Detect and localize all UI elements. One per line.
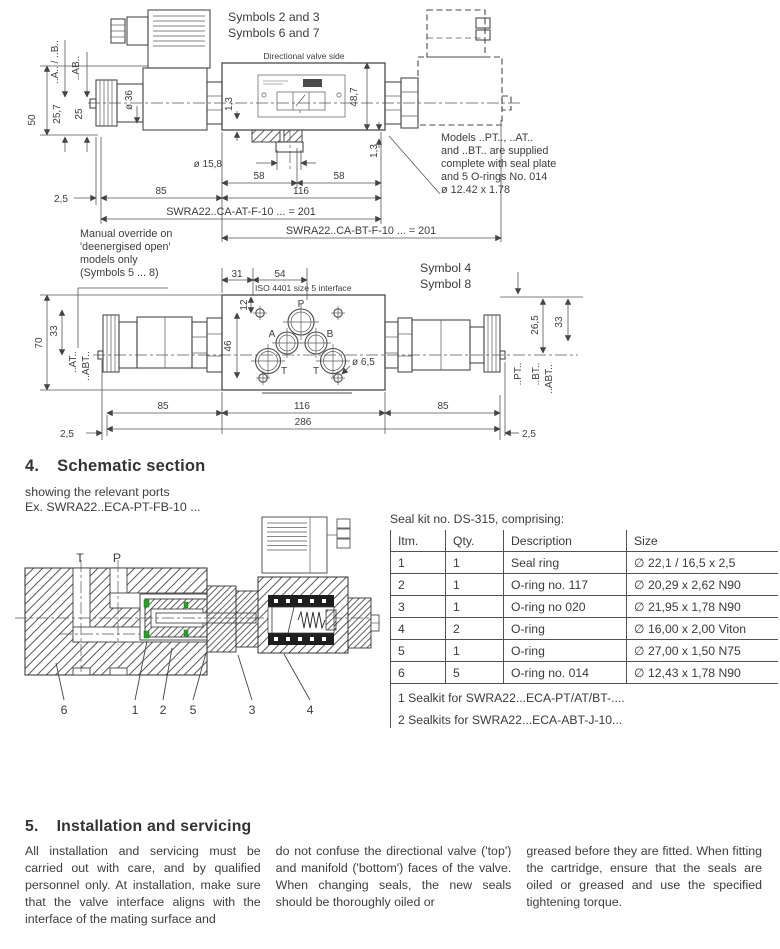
section4-heading [25, 457, 205, 476]
f1-connector [111, 10, 210, 68]
seal-kit-table [391, 530, 778, 684]
f1-label-a-b: ..A.. / ..B.. [50, 40, 61, 84]
table-row [391, 618, 778, 640]
f2-title-line2: Symbol 8 [420, 277, 472, 291]
seal-green [184, 630, 188, 636]
xsec-port-t: T [76, 551, 84, 565]
cell-size: ∅ 12,43 x 1,78 N90 [627, 662, 779, 684]
f2-dim-33-left: 33 [49, 325, 60, 337]
figure-dimensional-drawings [0, 0, 780, 455]
section5-heading [25, 818, 251, 836]
callout-6: 6 [60, 703, 68, 717]
f1-dim-25-7: 25,7 [52, 104, 63, 124]
seal-kit-block [390, 512, 778, 728]
col-header-size: Size [627, 530, 779, 552]
cell-qty: 1 [446, 574, 504, 596]
section5-columns [25, 843, 762, 928]
col-header-desc: Description [504, 530, 627, 552]
callout-4: 4 [306, 703, 314, 717]
note-leader [389, 136, 440, 194]
f2-dim-33-right: 33 [554, 316, 565, 328]
section5-number: 5. [25, 818, 39, 835]
f2-port-t2: T [312, 366, 320, 377]
f2-dim-46: 46 [223, 340, 234, 352]
f2-dim-6-5: ø 6,5 [352, 357, 375, 368]
override-note-line4: (Symbols 5 ... 8) [80, 267, 159, 279]
f1-dim-o15-8: ø 15,8 [193, 159, 222, 170]
f2-label-abt-left: ..ABT.. [81, 351, 92, 381]
f2-port-p: P [297, 299, 305, 310]
xsec-port-p: P [112, 551, 122, 565]
solenoid-cross-section [258, 577, 379, 653]
f1-valve-body [222, 63, 385, 130]
override-note-line2: 'deenergised open' [80, 241, 171, 253]
f1-swra-bt-label: SWRA22..CA-BT-F-10 ... = 201 [285, 225, 437, 237]
f2-dim-70: 70 [34, 337, 45, 349]
table-header-row [391, 530, 778, 552]
cell-desc: O-ring no. 117 [504, 574, 627, 596]
cell-itm: 1 [391, 552, 446, 574]
cell-size: ∅ 22,1 / 16,5 x 2,5 [627, 552, 779, 574]
cell-itm: 5 [391, 640, 446, 662]
section5-column-1: All installation and servicing must be carried out with care, and by qualified personnel only. At installation, make sure that the valve interface aligns with the interface of the mating surface and [25, 844, 261, 926]
cell-desc: Seal ring [504, 552, 627, 574]
f2-dim-85-left: 85 [157, 401, 169, 412]
f2-left-solenoid [98, 315, 222, 372]
f1-models-note [441, 132, 556, 196]
col-header-itm: Itm. [391, 530, 446, 552]
hydraulic-symbol [277, 92, 325, 113]
f1-override-note [78, 228, 172, 348]
table-row [391, 596, 778, 618]
f1-swra-at-label: SWRA22..CA-AT-F-10 ... = 201 [166, 206, 316, 218]
cell-desc: O-ring no. 014 [504, 662, 627, 684]
f1-dim-o36: ø 36 [124, 89, 135, 111]
table-row [391, 552, 778, 574]
models-note-line1: Models ..PT.., ..AT.. [441, 132, 534, 144]
f2-iso-label: ISO 4401 size 5 interface [255, 283, 352, 293]
models-note-line2: and ..BT.. are supplied [441, 145, 549, 157]
seal-green [144, 600, 149, 607]
f2-dim-12: 12 [239, 299, 250, 311]
f1-dim-48-7: 48,7 [349, 87, 360, 107]
f1-dim-58-b: 58 [333, 171, 345, 182]
cell-itm: 4 [391, 618, 446, 640]
f2-port-a: A [268, 329, 276, 340]
f1-dim-58-a: 58 [253, 171, 265, 182]
f1-dim-50: 50 [27, 114, 38, 126]
callout-3: 3 [248, 703, 256, 717]
f1-left-solenoid [90, 68, 222, 130]
f1-dim-1-3-left: 1,3 [224, 97, 235, 111]
models-note-line4: and 5 O-rings No. 014 [441, 171, 548, 183]
figure-schematic-cross-section [10, 505, 380, 777]
f2-label-bt: ..BT.. [531, 362, 542, 386]
cell-qty: 1 [446, 596, 504, 618]
seal-kit-title: Seal kit no. DS-315, comprising: [390, 512, 565, 526]
f1-dim-85: 85 [155, 186, 167, 197]
f1-title-line1: Symbols 2 and 3 [228, 10, 320, 24]
f2-label-pt: ..PT.. [513, 362, 524, 386]
cell-qty: 1 [446, 552, 504, 574]
f2-dim-2-5-left: 2,5 [60, 429, 74, 440]
f2-dims [40, 268, 583, 440]
section4-subtitle-1: showing the relevant ports [25, 485, 170, 499]
cell-qty: 5 [446, 662, 504, 684]
f2-label-abt-right: ..ABT.. [544, 364, 555, 394]
table-row [391, 662, 778, 684]
cell-itm: 3 [391, 596, 446, 618]
f2-dim-26-5: 26,5 [530, 315, 541, 335]
seal-green [144, 631, 149, 638]
f1-dim-2-5: 2,5 [54, 194, 68, 205]
f1-valve-side-label: Directional valve side [263, 51, 345, 61]
f2-port-b: B [326, 329, 334, 340]
section4-title: Schematic section [57, 457, 206, 475]
callout-1: 1 [131, 703, 139, 717]
section4-number: 4. [25, 457, 40, 475]
table-row [391, 640, 778, 662]
cell-itm: 6 [391, 662, 446, 684]
cell-itm: 2 [391, 574, 446, 596]
f1-label-ab: ..AB.. [71, 55, 82, 81]
f1-seal-plate [252, 130, 440, 194]
f2-dim-54: 54 [274, 269, 286, 280]
cell-size: ∅ 20,29 x 2,62 N90 [627, 574, 779, 596]
section5-title: Installation and servicing [56, 818, 252, 835]
f2-dim-286: 286 [294, 417, 312, 428]
seal-green [184, 602, 188, 608]
seal-kit-note-2: 2 Sealkits for SWRA22...ECA-ABT-J-10... [398, 713, 623, 727]
cell-size: ∅ 21,95 x 1,78 N90 [627, 596, 779, 618]
f2-dim-116: 116 [294, 401, 310, 412]
section5-column-2: do not confuse the directional valve ('top') and manifold ('bottom') faces of the valve. When changing seals, the new seals should be thoroughly oiled or [275, 844, 512, 909]
override-note-line3: models only [80, 254, 138, 266]
solenoid-connector [262, 517, 350, 573]
cell-desc: O-ring [504, 640, 627, 662]
models-note-line5: ø 12.42 x 1.78 [441, 184, 511, 196]
table-row [391, 574, 778, 596]
col-header-qty: Qty. [446, 530, 504, 552]
seal-kit-note-1: 1 Sealkit for SWRA22...ECA-PT/AT/BT-.... [398, 691, 625, 705]
section5-column-3: greased before they are fitted. When fitting the cartridge, ensure that the seals are oiled or greased and use the specified tightening torque. [526, 844, 763, 909]
cell-size: ∅ 16,00 x 2,00 Viton [627, 618, 779, 640]
brand-logo [303, 79, 322, 87]
cell-qty: 1 [446, 640, 504, 662]
cell-desc: O-ring [504, 618, 627, 640]
f2-dim-2-5-right: 2,5 [522, 429, 536, 440]
models-note-line3: complete with seal plate [441, 158, 557, 170]
override-note-line1: Manual override on [80, 228, 173, 240]
f2-right-solenoid [385, 315, 505, 372]
callout-2: 2 [159, 703, 167, 717]
connector-ribs [153, 16, 205, 46]
f1-right-solenoid-dashed [385, 10, 511, 128]
cell-size: ∅ 27,00 x 1,50 N75 [627, 640, 779, 662]
callout-5: 5 [189, 703, 197, 717]
f2-dim-31: 31 [231, 269, 243, 280]
cell-qty: 2 [446, 618, 504, 640]
f1-dim-1-3-right: 1,3 [369, 144, 380, 158]
f1-title-line2: Symbols 6 and 7 [228, 26, 320, 40]
f2-dim-85-right: 85 [437, 401, 449, 412]
f2-title-line1: Symbol 4 [420, 261, 472, 275]
f1-dim-116: 116 [293, 186, 309, 197]
cell-desc: O-ring no 020 [504, 596, 627, 618]
section4-subtitle-2: Ex. SWRA22..ECA-PT-FB-10 ... [25, 500, 201, 514]
f1-dim-25: 25 [74, 108, 85, 120]
f2-port-t1: T [280, 366, 288, 377]
seal-kit-table-body [390, 530, 778, 728]
end-cap [348, 598, 371, 648]
f2-label-at: ..AT.. [68, 350, 79, 374]
